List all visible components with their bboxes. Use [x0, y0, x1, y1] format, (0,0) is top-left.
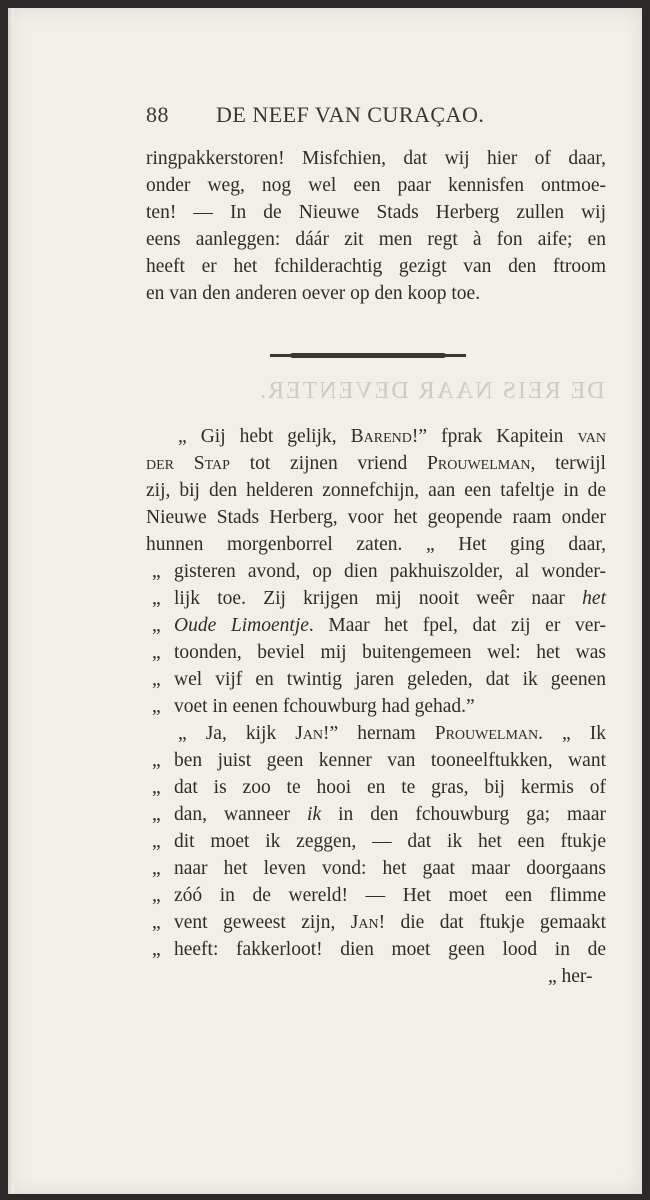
page-gutter: [8, 8, 14, 1194]
quote-mark: „: [152, 669, 161, 690]
text-line: naar het leven vond: het gaat maar doorgaans: [174, 858, 606, 879]
text-line: ben juist geen kenner van tooneelftukken, want: [174, 750, 606, 771]
quote-mark: „: [152, 588, 161, 609]
book-page: [8, 8, 642, 1194]
quote-mark: „: [152, 804, 161, 825]
text-line: dat is zoo te hooi en te gras, bij kermis of: [174, 777, 606, 798]
text-line: Nieuwe Stads Herberg, voor het geopende raam onder: [146, 507, 606, 528]
text-line: der Stap tot zijnen vriend Prouwelman, terwijl: [146, 453, 606, 474]
running-header: [146, 102, 606, 128]
text-line: dit moet ik zeggen, — dat ik het een ftukje: [174, 831, 606, 852]
section-divider: [270, 354, 466, 357]
quote-mark: „: [152, 561, 161, 582]
text-line: zij, bij den helderen zonnefchijn, aan een tafeltje in de: [146, 480, 606, 501]
catchword: „ her-: [548, 966, 593, 987]
text-line: eens aanleggen: dáár zit men regt à fon aife; en: [146, 229, 606, 250]
quote-mark: „: [152, 939, 161, 960]
quote-mark: „: [152, 912, 161, 933]
text-line: gisteren avond, op dien pakhuiszolder, al wonder-: [174, 561, 606, 582]
text-line: heeft er het fchilderachtig gezigt van den ftroom: [146, 256, 606, 277]
quote-mark: „: [152, 615, 161, 636]
text-line: vent geweest zijn, Jan! die dat ftukje gemaakt: [174, 912, 606, 933]
quote-mark: „: [152, 777, 161, 798]
bleed-through-text: DE REIS NAAR DEVENTER.: [258, 378, 605, 404]
text-line: en van den anderen oever op den koop toe.: [146, 283, 481, 304]
quote-mark: „: [152, 642, 161, 663]
text-line: ringpakkerstoren! Misfchien, dat wij hier of daar,: [146, 148, 606, 169]
quote-mark: „: [152, 885, 161, 906]
text-line: voet in eenen fchouwburg had gehad.”: [174, 696, 475, 717]
text-line: zóó in de wereld! — Het moet een flimme: [174, 885, 606, 906]
text-line: wel vijf en twintig jaren geleden, dat ik geenen: [174, 669, 606, 690]
running-title: DE NEEF VAN CURAÇAO.: [216, 102, 485, 127]
page-number: 88: [146, 102, 169, 127]
text-line: ten! — In de Nieuwe Stads Herberg zullen wij: [146, 202, 606, 223]
text-line: dan, wanneer ik in den fchouwburg ga; maar: [174, 804, 606, 825]
text-line: lijk toe. Zij krijgen mij nooit weêr naar het: [174, 588, 606, 609]
text-line: hunnen morgenborrel zaten. „ Het ging daar,: [146, 534, 606, 555]
quote-mark: „: [152, 858, 161, 879]
text-line: „ Gij hebt gelijk, Barend!” fprak Kapitein van: [178, 426, 606, 447]
text-line: „ Ja, kijk Jan!” hernam Prouwelman. „ Ik: [178, 723, 606, 744]
quote-mark: „: [152, 750, 161, 771]
quote-mark: „: [152, 831, 161, 852]
text-line: heeft: fakkerloot! dien moet geen lood in de: [174, 939, 606, 960]
text-line: Oude Limoentje. Maar het fpel, dat zij er ver-: [174, 615, 606, 636]
text-line: onder weg, nog wel een paar kennisfen ontmoe-: [146, 175, 606, 196]
quote-mark: „: [152, 696, 161, 717]
text-line: toonden, beviel mij buitengemeen wel: het was: [174, 642, 606, 663]
